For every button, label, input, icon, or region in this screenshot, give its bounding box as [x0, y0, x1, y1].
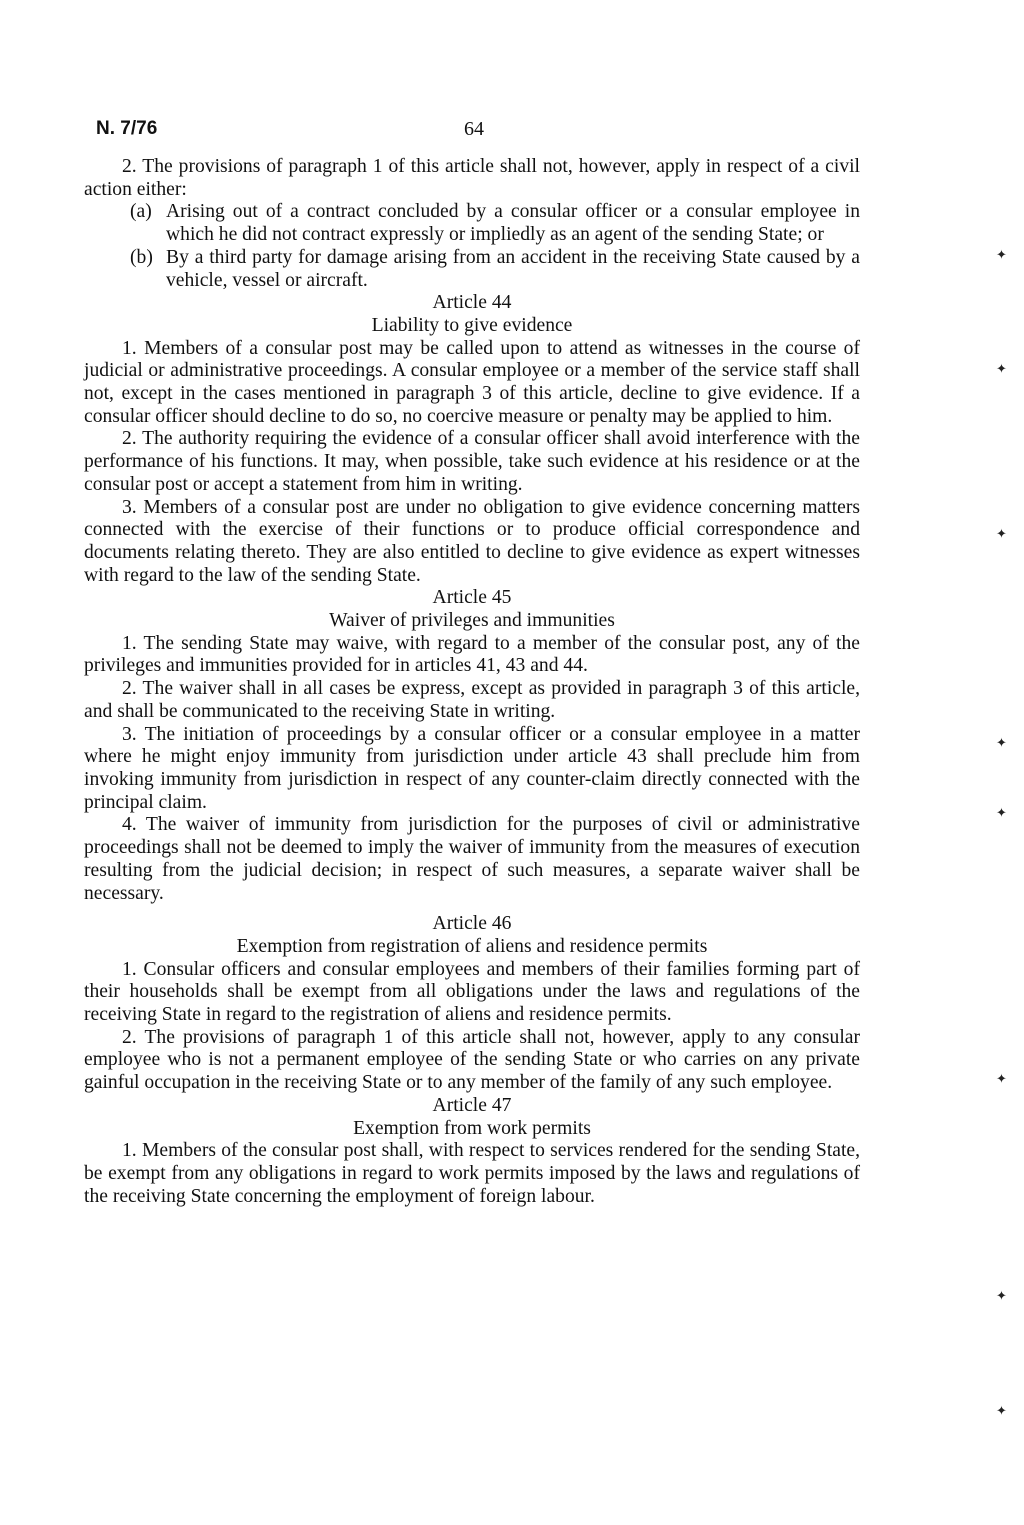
- sub-item-text: By a third party for damage arising from an accident in the receiving State caused by a vehicle, vessel or aircraft.: [166, 246, 860, 291]
- article-title: Article 44: [432, 292, 512, 314]
- article-47: [84, 1095, 860, 1209]
- sub-item-a: [84, 201, 860, 246]
- sub-item-label: (b): [130, 246, 153, 268]
- document-body: [84, 156, 860, 1208]
- document-number: N. 7/76: [96, 118, 158, 139]
- paragraph: 1. Consular officers and consular employees and members of their families forming part of their households shall be exempt from all obligations under the laws and regulations of the receiving State in regard to the registration of aliens and residence permits.: [84, 958, 860, 1026]
- paragraph: 3. Members of a consular post are under no obligation to give evidence concerning matters connected with the exercise of their functions or to produce official correspondence and documents relating thereto. They are also entitled to decline to give evidence as expert witnesses with regard to the law of the sending State.: [84, 496, 860, 586]
- article-46: [84, 913, 860, 1095]
- paragraph: 3. The initiation of proceedings by a consular officer or a consular employee in a matter where he might enjoy immunity from jurisdiction under article 43 shall preclude him from invoking immunity from jurisdiction in respect of any counter-claim directly connected with the principal claim.: [84, 723, 860, 813]
- article-subtitle: Exemption from registration of aliens and residence permits: [236, 935, 708, 957]
- margin-speck: ✦: [996, 1404, 1007, 1419]
- paragraph: 1. Members of the consular post shall, with respect to services rendered for the sending State, be exempt from any obligations in regard to work permits imposed by the laws and regulations of the receiving State concerning the employment of foreign labour.: [84, 1140, 860, 1207]
- article-43-continuation: [84, 156, 860, 292]
- article-44: [84, 292, 860, 587]
- sub-item-text: Arising out of a contract concluded by a consular officer or a consular employee in which he did not contract expressly or impliedly as an agent of the sending State; or: [166, 201, 860, 246]
- page-number: 64: [464, 118, 484, 140]
- paragraph: 2. The provisions of paragraph 1 of this article shall not, however, apply to any consular employee who is not a permanent employee of the sending State or who carries on any private gainful occupation in the receiving State or to any member of the family of any such employee.: [84, 1026, 860, 1094]
- article-subtitle: Liability to give evidence: [371, 314, 573, 336]
- article-title: Article 46: [432, 913, 512, 935]
- article-subtitle: Exemption from work permits: [353, 1117, 591, 1139]
- margin-speck: ✦: [996, 362, 1007, 377]
- paragraph: 1. Members of a consular post may be called upon to attend as witnesses in the course of judicial or administrative proceedings. A consular employee or a member of the service staff shall not, except in the cases mentioned in paragraph 3 of this article, decline to give evidence. If a consular officer should decline to do so, no coercive measure or penalty may be applied to him.: [84, 337, 860, 427]
- margin-speck: ✦: [996, 1289, 1007, 1304]
- article-title: Article 45: [432, 587, 512, 609]
- paragraph: 4. The waiver of immunity from jurisdiction for the purposes of civil or administrative proceedings shall not be deemed to imply the waiver of immunity from the measures of execution resulting from the judicial decision; in respect of such measures, a separate waiver shall be necessary.: [84, 814, 860, 904]
- margin-speck: ✦: [996, 736, 1007, 751]
- margin-speck: ✦: [996, 1072, 1007, 1087]
- paragraph: 2. The authority requiring the evidence of a consular officer shall avoid interference with the performance of his functions. It may, when possible, take such evidence at his residence or at the consular post or accept a statement from him in writing.: [84, 428, 860, 495]
- paragraph: 1. The sending State may waive, with regard to a member of the consular post, any of the privileges and immunities provided for in articles 41, 43 and 44.: [84, 632, 860, 677]
- article-45: [84, 587, 860, 905]
- margin-speck: ✦: [996, 248, 1007, 263]
- article-title: Article 47: [432, 1094, 512, 1116]
- paragraph: 2. The waiver shall in all cases be express, except as provided in paragraph 3 of this article, and shall be communicated to the receiving State in writing.: [84, 678, 860, 722]
- article-subtitle: Waiver of privileges and immunities: [329, 610, 615, 632]
- margin-speck: ✦: [996, 527, 1007, 542]
- page-header: [96, 118, 916, 148]
- paragraph: 2. The provisions of paragraph 1 of this article shall not, however, apply in respect of a civil action either:: [84, 156, 860, 200]
- margin-speck: ✦: [996, 806, 1007, 821]
- sub-item-label: (a): [130, 201, 152, 223]
- sub-item-b: [84, 247, 860, 292]
